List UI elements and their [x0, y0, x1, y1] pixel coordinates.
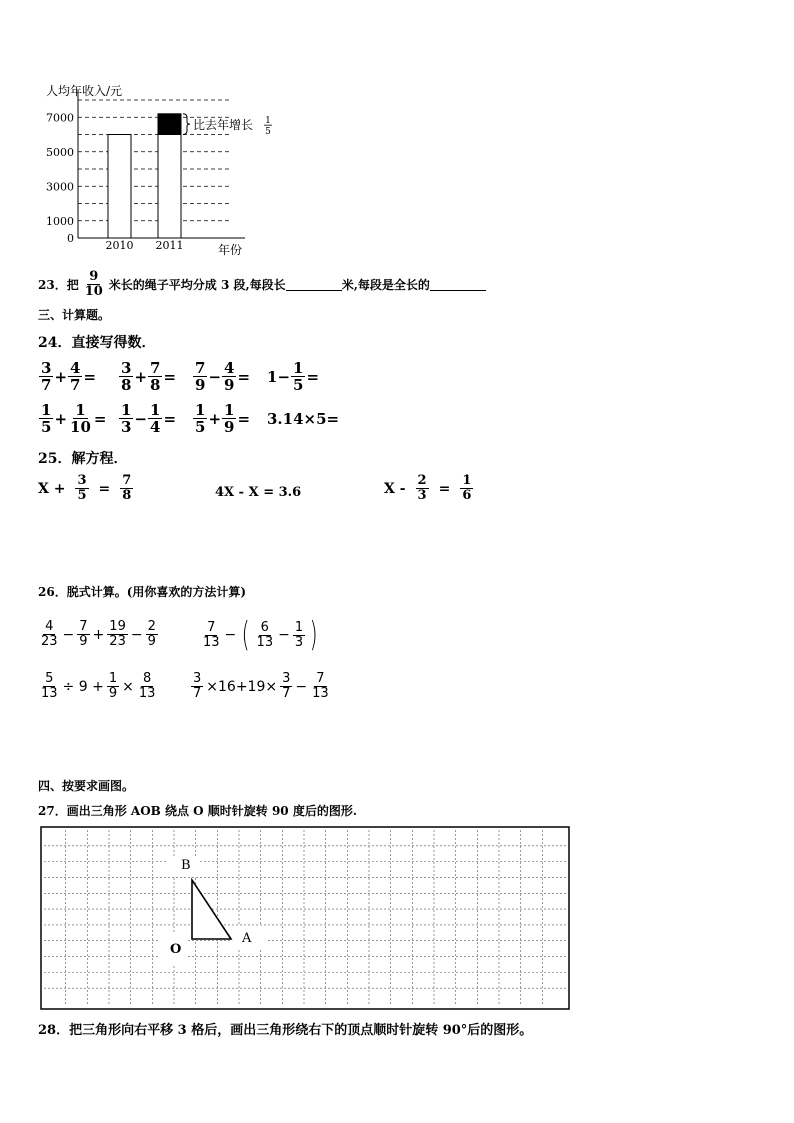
q25-equation-3: [384, 474, 483, 503]
q23-fraction: $\frac{9}{10}$: [84, 269, 103, 299]
operator: +: [134, 367, 148, 386]
q25-eq3-frac-a: $\frac{2}{3}$: [417, 473, 427, 503]
annotation-frac-num: 1: [265, 116, 271, 127]
operator: +: [54, 409, 68, 428]
question-28-title: 28．把三角形向右平移 3 格后，画出三角形绕右下的顶点顺时针旋转 90°后的图形。: [38, 1023, 533, 1038]
fraction: $\frac{1}{3}$: [121, 401, 132, 436]
q25-eq1-frac-a: $\frac{3}{5}$: [77, 473, 87, 503]
q26-expression-2: $\frac{7}{13}$ − ( $\frac{6}{13}$ − $\frac{1}{3}$ ): [203, 615, 318, 655]
q25-eq3-frac-b: $\frac{1}{6}$: [462, 473, 472, 503]
y-tick-label: 5000: [46, 145, 74, 159]
q24-item: [118, 402, 192, 435]
q26-expression-4: $\frac{3}{7}$ ×16+19× $\frac{3}{7}$ − $\frac{7}{13}$: [193, 671, 329, 701]
fraction: $\frac{7}{8}$: [150, 359, 161, 394]
q24-item: [118, 360, 192, 393]
q24-row-1: [38, 360, 367, 393]
q24-item: [192, 402, 267, 435]
fraction: $\frac{1}{9}$: [224, 401, 235, 436]
fraction: $\frac{7}{9}$: [195, 359, 206, 394]
operator: −: [277, 367, 291, 386]
equals: =: [237, 367, 251, 386]
y-tick-label: 3000: [46, 180, 74, 194]
fraction: $\frac{1}{4}$: [150, 401, 161, 436]
fraction: $\frac{1}{5}$: [195, 401, 206, 436]
income-bar-chart: [40, 80, 290, 260]
fraction: $\frac{1}{5}$: [41, 401, 52, 436]
fraction: $\frac{3}{8}$: [121, 359, 132, 394]
annotation-text: 比去年增长: [193, 118, 254, 133]
equals: =: [237, 409, 251, 428]
bar-2011-increase: [158, 114, 181, 135]
q23-text-2: 米,每段是全长的: [341, 278, 430, 292]
operator: −: [208, 367, 222, 386]
q25-equation-2: 4X - X = 3.6: [215, 485, 302, 500]
q25-eq3-lhs: X -: [384, 480, 406, 497]
y-axis-label: 人均年收入/元: [46, 84, 123, 98]
point-b-label: B: [181, 858, 191, 873]
operator: −: [134, 409, 148, 428]
operator: +: [54, 367, 68, 386]
q25-eq3-equals: =: [438, 480, 451, 497]
section-4-heading: 四、按要求画图。: [38, 779, 135, 793]
q24-item: [38, 360, 118, 393]
q25-eq1-equals: =: [98, 480, 111, 497]
operator: +: [208, 409, 222, 428]
q24-item: [38, 402, 118, 435]
section-3-heading: 三、计算题。: [38, 308, 111, 322]
point-a-label: A: [242, 931, 252, 946]
y-tick-label: 7000: [46, 111, 74, 125]
q25-equation-1: [38, 474, 143, 503]
equals: =: [163, 409, 177, 428]
fraction: $\frac{1}{5}$: [293, 359, 304, 394]
q26-expression-3: $\frac{5}{13}$ ÷ 9 + $\frac{1}{9}$ × $\frac{8}{13}$: [41, 671, 156, 701]
equals: =: [83, 367, 97, 386]
fraction: $\frac{4}{7}$: [70, 359, 81, 394]
equals: =: [93, 409, 107, 428]
integer: 1: [267, 367, 278, 386]
bar-2010: [108, 135, 131, 239]
question-25-title: 25．解方程．: [38, 451, 128, 467]
q25-eq1-lhs: X +: [38, 480, 66, 497]
fraction: $\frac{4}{9}$: [224, 359, 235, 394]
question-27-title: 27．画出三角形 AOB 绕点 O 顺时针旋转 90 度后的图形.: [38, 804, 358, 818]
equals: =: [306, 367, 320, 386]
q24-item: [267, 360, 367, 393]
q25-eq1-frac-b: $\frac{7}{8}$: [122, 473, 132, 503]
right-paren: ): [309, 615, 318, 655]
annotation-frac-den: 5: [265, 127, 271, 138]
question-26-title: 26．脱式计算。(用你喜欢的方法计算): [38, 585, 247, 599]
q24-item: [192, 360, 267, 393]
q23-answer-blank-1[interactable]: [286, 278, 342, 291]
q24-item: [267, 410, 367, 428]
x-tick-label: 2011: [155, 239, 184, 252]
expression-text: 3.14×5=: [267, 409, 340, 428]
left-paren: (: [241, 615, 250, 655]
q24-row-2: [38, 402, 367, 435]
q26-expression-1: $\frac{4}{23}$ − $\frac{7}{9}$ + $\frac{19}{23}$ − $\frac{2}{9}$: [41, 619, 156, 649]
q23-text-1: 米长的绳子平均分成 3 段,每段长: [108, 278, 286, 292]
fraction: $\frac{3}{7}$: [41, 359, 52, 394]
fraction: $\frac{1}{10}$: [70, 401, 91, 436]
bar-2011-base: [158, 135, 181, 239]
q23-answer-blank-2[interactable]: [430, 278, 486, 291]
q27-grid-figure: [40, 826, 570, 1010]
y-tick-label: 1000: [46, 214, 74, 228]
question-24-title: 24．直接写得数．: [38, 335, 156, 351]
question-23: [38, 270, 486, 299]
x-axis-label: 年份: [218, 243, 243, 257]
q23-number: 23．把: [38, 278, 79, 292]
grid-border: [41, 827, 569, 1009]
x-tick-label: 2010: [105, 239, 134, 252]
y-tick-label: 0: [67, 232, 74, 245]
equals: =: [163, 367, 177, 386]
point-o-label: O: [170, 942, 182, 957]
